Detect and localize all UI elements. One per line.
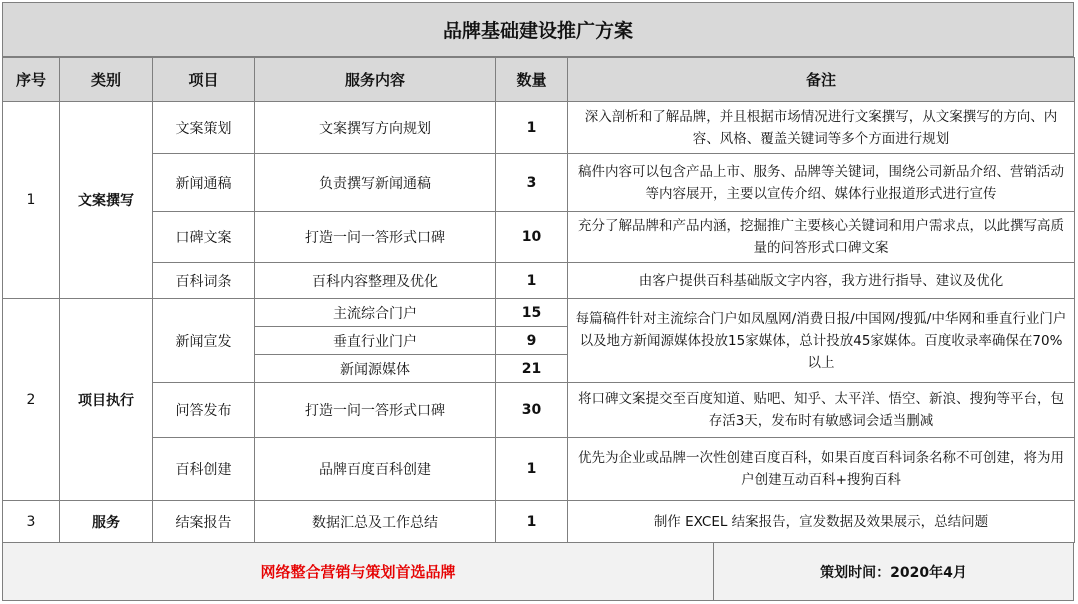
row-qty: 21 (496, 355, 568, 383)
plan-table (2, 57, 1075, 543)
header-seq: 序号 (3, 58, 60, 102)
table-row (3, 212, 1075, 263)
row-service: 品牌百度百科创建 (255, 438, 496, 501)
group-seq: 1 (3, 102, 60, 299)
row-qty: 1 (496, 102, 568, 154)
row-qty: 1 (496, 501, 568, 543)
footer-plan-date: 策划时间：2020年4月 (820, 564, 967, 581)
row-qty: 9 (496, 327, 568, 355)
table-row (3, 299, 1075, 327)
table-row (3, 102, 1075, 154)
group-seq: 2 (3, 299, 60, 501)
table-header-row (3, 58, 1075, 102)
row-service: 垂直行业门户 (255, 327, 496, 355)
row-note: 深入剖析和了解品牌，并且根据市场情况进行文案撰写，从文案撰写的方向、内容、风格、覆盖关键词等多个方面进行规划 (568, 102, 1075, 154)
table-row (3, 501, 1075, 543)
row-service: 数据汇总及工作总结 (255, 501, 496, 543)
row-item: 口碑文案 (153, 212, 255, 263)
row-note: 由客户提供百科基础版文字内容，我方进行指导、建议及优化 (568, 263, 1075, 299)
row-service: 打造一问一答形式口碑 (255, 383, 496, 438)
table-row (3, 438, 1075, 501)
row-qty: 1 (496, 263, 568, 299)
row-item: 百科创建 (153, 438, 255, 501)
row-note: 每篇稿件针对主流综合门户如凤凰网/消费日报/中国网/搜狐/中华网和垂直行业门户以及地方新闻源媒体投放15家媒体，总计投放45家媒体。百度收录率确保在70%以上 (568, 299, 1075, 383)
row-note: 稿件内容可以包含产品上市、服务、品牌等关键词，围绕公司新品介绍、营销活动等内容展开，主要以宣传介绍、媒体行业报道形式进行宣传 (568, 154, 1075, 212)
header-service: 服务内容 (255, 58, 496, 102)
footer (2, 542, 1074, 601)
row-item: 新闻通稿 (153, 154, 255, 212)
row-note: 将口碑文案提交至百度知道、贴吧、知乎、太平洋、悟空、新浪、搜狗等平台，包存活3天，发布时有敏感词会适当删减 (568, 383, 1075, 438)
row-service: 主流综合门户 (255, 299, 496, 327)
header-qty: 数量 (496, 58, 568, 102)
footer-slogan: 网络整合营销与策划首选品牌 (3, 543, 714, 600)
row-service: 打造一问一答形式口碑 (255, 212, 496, 263)
header-item: 项目 (153, 58, 255, 102)
row-item: 文案策划 (153, 102, 255, 154)
row-service: 新闻源媒体 (255, 355, 496, 383)
row-note: 制作 EXCEL 结案报告，宣发数据及效果展示，总结问题 (568, 501, 1075, 543)
row-service: 文案撰写方向规划 (255, 102, 496, 154)
row-note: 充分了解品牌和产品内涵，挖掘推广主要核心关键词和用户需求点，以此撰写高质量的问答形式口碑文案 (568, 212, 1075, 263)
row-note: 优先为企业或品牌一次性创建百度百科，如果百度百科词条名称不可创建，将为用户创建互动百科+搜狗百科 (568, 438, 1075, 501)
header-note: 备注 (568, 58, 1075, 102)
row-item: 问答发布 (153, 383, 255, 438)
table-row (3, 263, 1075, 299)
row-qty: 15 (496, 299, 568, 327)
row-qty: 1 (496, 438, 568, 501)
sheet-title: 品牌基础建设推广方案 (2, 2, 1074, 57)
row-qty: 10 (496, 212, 568, 263)
group-seq: 3 (3, 501, 60, 543)
header-category: 类别 (60, 58, 153, 102)
group-category: 文案撰写 (60, 102, 153, 299)
table-row (3, 383, 1075, 438)
row-item: 结案报告 (153, 501, 255, 543)
row-qty: 30 (496, 383, 568, 438)
row-service: 负责撰写新闻通稿 (255, 154, 496, 212)
row-service: 百科内容整理及优化 (255, 263, 496, 299)
row-qty: 3 (496, 154, 568, 212)
table-row (3, 154, 1075, 212)
row-item: 百科词条 (153, 263, 255, 299)
group-category: 项目执行 (60, 299, 153, 501)
group-category: 服务 (60, 501, 153, 543)
row-item: 新闻宣发 (153, 299, 255, 383)
